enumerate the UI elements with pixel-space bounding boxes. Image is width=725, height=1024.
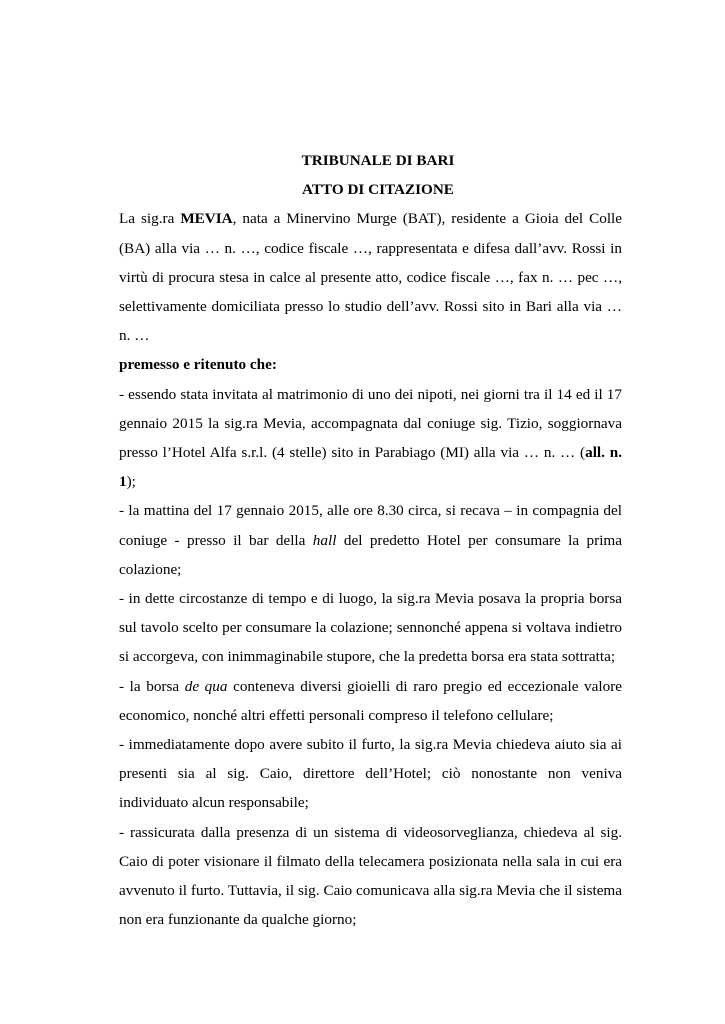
plaintiff-name: MEVIA <box>180 210 233 228</box>
attachment-reference: all. n. 1 <box>119 444 622 491</box>
premise-item-4: - la borsa de qua conteneva diversi gioielli di raro pregio ed eccezionale valore economico, nonché altri effetti personali compreso il telefono cellulare; <box>119 677 622 724</box>
intro-text-rest: , nata a Minervino Murge (BAT), residente a Gioia del Colle (BA) alla via … n. …, codice fiscale …, rappresentata e difesa dall’avv. Rossi in virtù di procura stesa in calce al presente atto, codice fiscale …, fax n. … pec …, selettivamente domiciliata presso lo studio dell’avv. Rossi sito in Bari alla via … n. … <box>119 210 622 345</box>
premise-item-2: - la mattina del 17 gennaio 2015, alle ore 8.30 circa, si recava – in compagnia del coniuge - presso il bar della hall del predetto Hotel per consumare la prima colazione; <box>119 502 622 578</box>
premise-item-5: - immediatamente dopo avere subito il furto, la sig.ra Mevia chiedeva aiuto sia ai presenti sia al sig. Caio, direttore dell’Hotel; ciò nonostante non veniva individuato alcun responsabile; <box>119 736 622 812</box>
italic-term-hall: hall <box>312 531 337 549</box>
premise-item-3: - in dette circostanze di tempo e di luogo, la sig.ra Mevia posava la propria borsa sul tavolo scelto per consumare la colazione; sennonché appena si voltava indietro si accorgeva, con inimmaginabile stupore, che la predetta borsa era stata sottratta; <box>119 590 622 666</box>
court-title: TRIBUNALE DI BARI <box>301 152 455 169</box>
document-page <box>119 146 622 934</box>
premise-item-6: - rassicurata dalla presenza di un sistema di videosorveglianza, chiedeva al sig. Caio di poter visionare il filmato della telecamera posizionata nella sala in cui era avvenuto il furto. Tuttavia, il sig. Caio comunicava alla sig.ra Mevia che il sistema non era funzionante da qualche giorno; <box>119 823 622 929</box>
intro-paragraph <box>119 204 622 350</box>
premise-heading: premesso e ritenuto che: <box>119 356 277 374</box>
premise-item-1: - essendo stata invitata al matrimonio di uno dei nipoti, nei giorni tra il 14 ed il 17 gennaio 2015 la sig.ra Mevia, accompagnata dal coniuge sig. Tizio, soggiornava presso l’Hotel Alfa s.r.l. (4 stelle) sito in Parabiago (MI) alla via … n. … (all. n. 1); <box>119 385 622 491</box>
italic-term-de-qua: de qua <box>184 677 228 695</box>
intro-text-start: La sig.ra <box>119 210 181 228</box>
document-type-title: ATTO DI CITAZIONE <box>302 181 454 199</box>
